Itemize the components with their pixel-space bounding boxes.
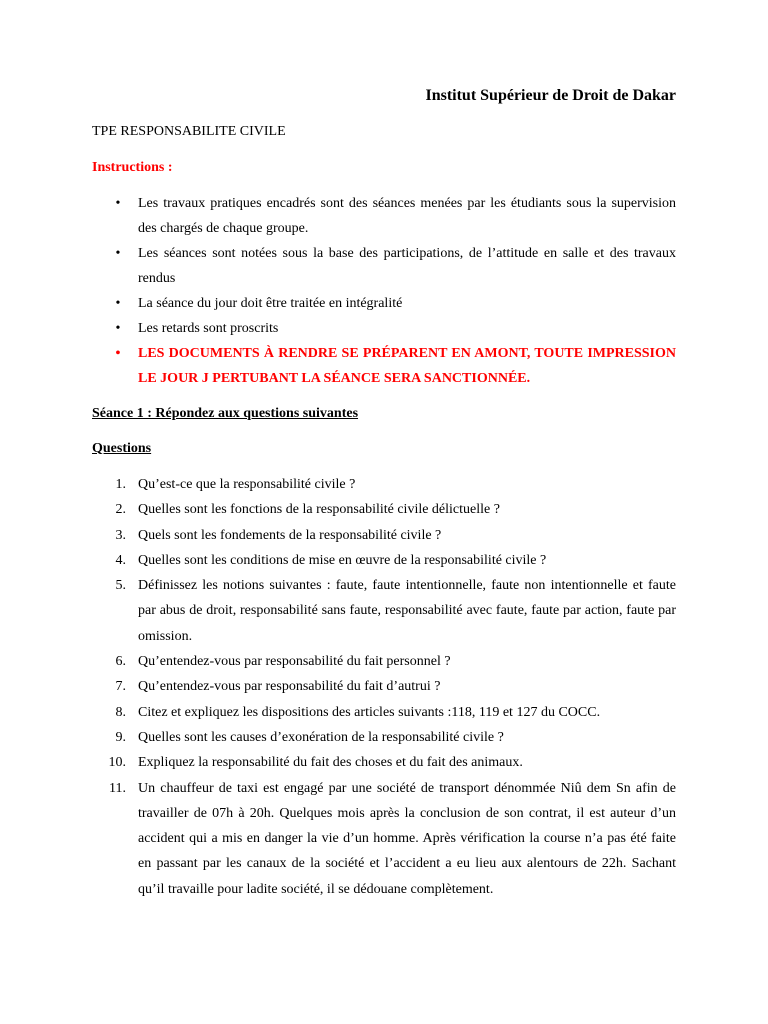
question-item bbox=[92, 776, 676, 902]
instruction-warning-item bbox=[92, 341, 676, 391]
bullet-icon: • bbox=[115, 196, 121, 211]
question-text: Citez et expliquez les dispositions des articles suivants :118, 119 et 127 du COCC. bbox=[138, 704, 601, 720]
bullet-icon: • bbox=[115, 321, 121, 336]
question-number: 10. bbox=[108, 755, 126, 771]
question-number: 6. bbox=[115, 654, 126, 670]
bullet-icon: • bbox=[115, 346, 121, 361]
question-item bbox=[92, 674, 676, 699]
question-number: 9. bbox=[115, 729, 126, 745]
question-number: 4. bbox=[115, 552, 126, 568]
course-title: TPE RESPONSABILITE CIVILE bbox=[92, 124, 286, 139]
question-number: 11. bbox=[109, 780, 126, 796]
question-number: 3. bbox=[115, 527, 126, 543]
question-item bbox=[92, 472, 676, 497]
document-page bbox=[92, 0, 676, 1024]
questions-heading: Questions bbox=[92, 441, 152, 456]
instruction-text: Les séances sont notées sous la base des participations, de l’attitude en salle et des travaux rendus bbox=[138, 246, 676, 286]
institution-name: Institut Supérieur de Droit de Dakar bbox=[425, 87, 676, 104]
instruction-text: La séance du jour doit être traitée en intégralité bbox=[138, 296, 403, 311]
question-text: Quelles sont les fonctions de la responsabilité civile délictuelle ? bbox=[138, 502, 500, 518]
question-item bbox=[92, 548, 676, 573]
question-item bbox=[92, 523, 676, 548]
question-text: Qu’est-ce que la responsabilité civile ? bbox=[138, 477, 356, 492]
question-text: Expliquez la responsabilité du fait des choses et du fait des animaux. bbox=[138, 755, 523, 771]
question-item bbox=[92, 649, 676, 674]
question-text: Quels sont les fondements de la responsabilité civile ? bbox=[138, 527, 442, 543]
question-text: Qu’entendez-vous par responsabilité du fait d’autrui ? bbox=[138, 679, 441, 695]
questions-list bbox=[92, 472, 676, 902]
question-item bbox=[92, 497, 676, 522]
question-text: Qu’entendez-vous par responsabilité du fait personnel ? bbox=[138, 654, 451, 670]
question-item bbox=[92, 700, 676, 725]
question-number: 1. bbox=[115, 477, 126, 492]
instructions-heading: Instructions : bbox=[92, 160, 173, 175]
instruction-item bbox=[92, 291, 676, 316]
bullet-icon: • bbox=[115, 296, 121, 311]
question-number: 7. bbox=[115, 679, 126, 695]
question-number: 2. bbox=[115, 502, 126, 518]
question-text: Définissez les notions suivantes : faute, faute intentionnelle, faute non intentionnelle et faute par abus de droit, responsabilité sans faute, responsabilité avec faute, faute par action, faute par omission. bbox=[138, 578, 676, 644]
instructions-list bbox=[92, 191, 676, 391]
question-item bbox=[92, 725, 676, 750]
question-text: Un chauffeur de taxi est engagé par une société de transport dénommée Niû dem Sn afin de travailler de 07h à 20h. Quelques mois après la conclusion de son contrat, il est auteur d’un accident qui a mis en danger la vie d’un homme. Après vérification la course n’a pas été faite en passant par les canaux de la société et l’accident a eu lieu aux alentours de 22h. Sachant qu’il travaille pour ladite société, il se dédouane complètement. bbox=[138, 780, 676, 897]
question-item bbox=[92, 573, 676, 649]
question-number: 5. bbox=[115, 578, 126, 594]
question-text: Quelles sont les conditions de mise en œuvre de la responsabilité civile ? bbox=[138, 552, 547, 568]
question-number: 8. bbox=[115, 704, 126, 720]
instruction-text: Les retards sont proscrits bbox=[138, 321, 279, 336]
bullet-icon: • bbox=[115, 246, 121, 261]
instruction-item bbox=[92, 191, 676, 241]
instruction-item bbox=[92, 241, 676, 291]
question-item bbox=[92, 750, 676, 775]
question-text: Quelles sont les causes d’exonération de la responsabilité civile ? bbox=[138, 729, 504, 745]
instruction-item bbox=[92, 316, 676, 341]
instruction-warning-text: LES DOCUMENTS À RENDRE SE PRÉPARENT EN AMONT, TOUTE IMPRESSION LE JOUR J PERTUBANT LA SÉANCE SERA SANCTIONNÉE. bbox=[138, 346, 676, 386]
session-heading: Séance 1 : Répondez aux questions suivantes bbox=[92, 406, 359, 421]
instruction-text: Les travaux pratiques encadrés sont des séances menées par les étudiants sous la supervision des chargés de chaque groupe. bbox=[138, 196, 676, 236]
